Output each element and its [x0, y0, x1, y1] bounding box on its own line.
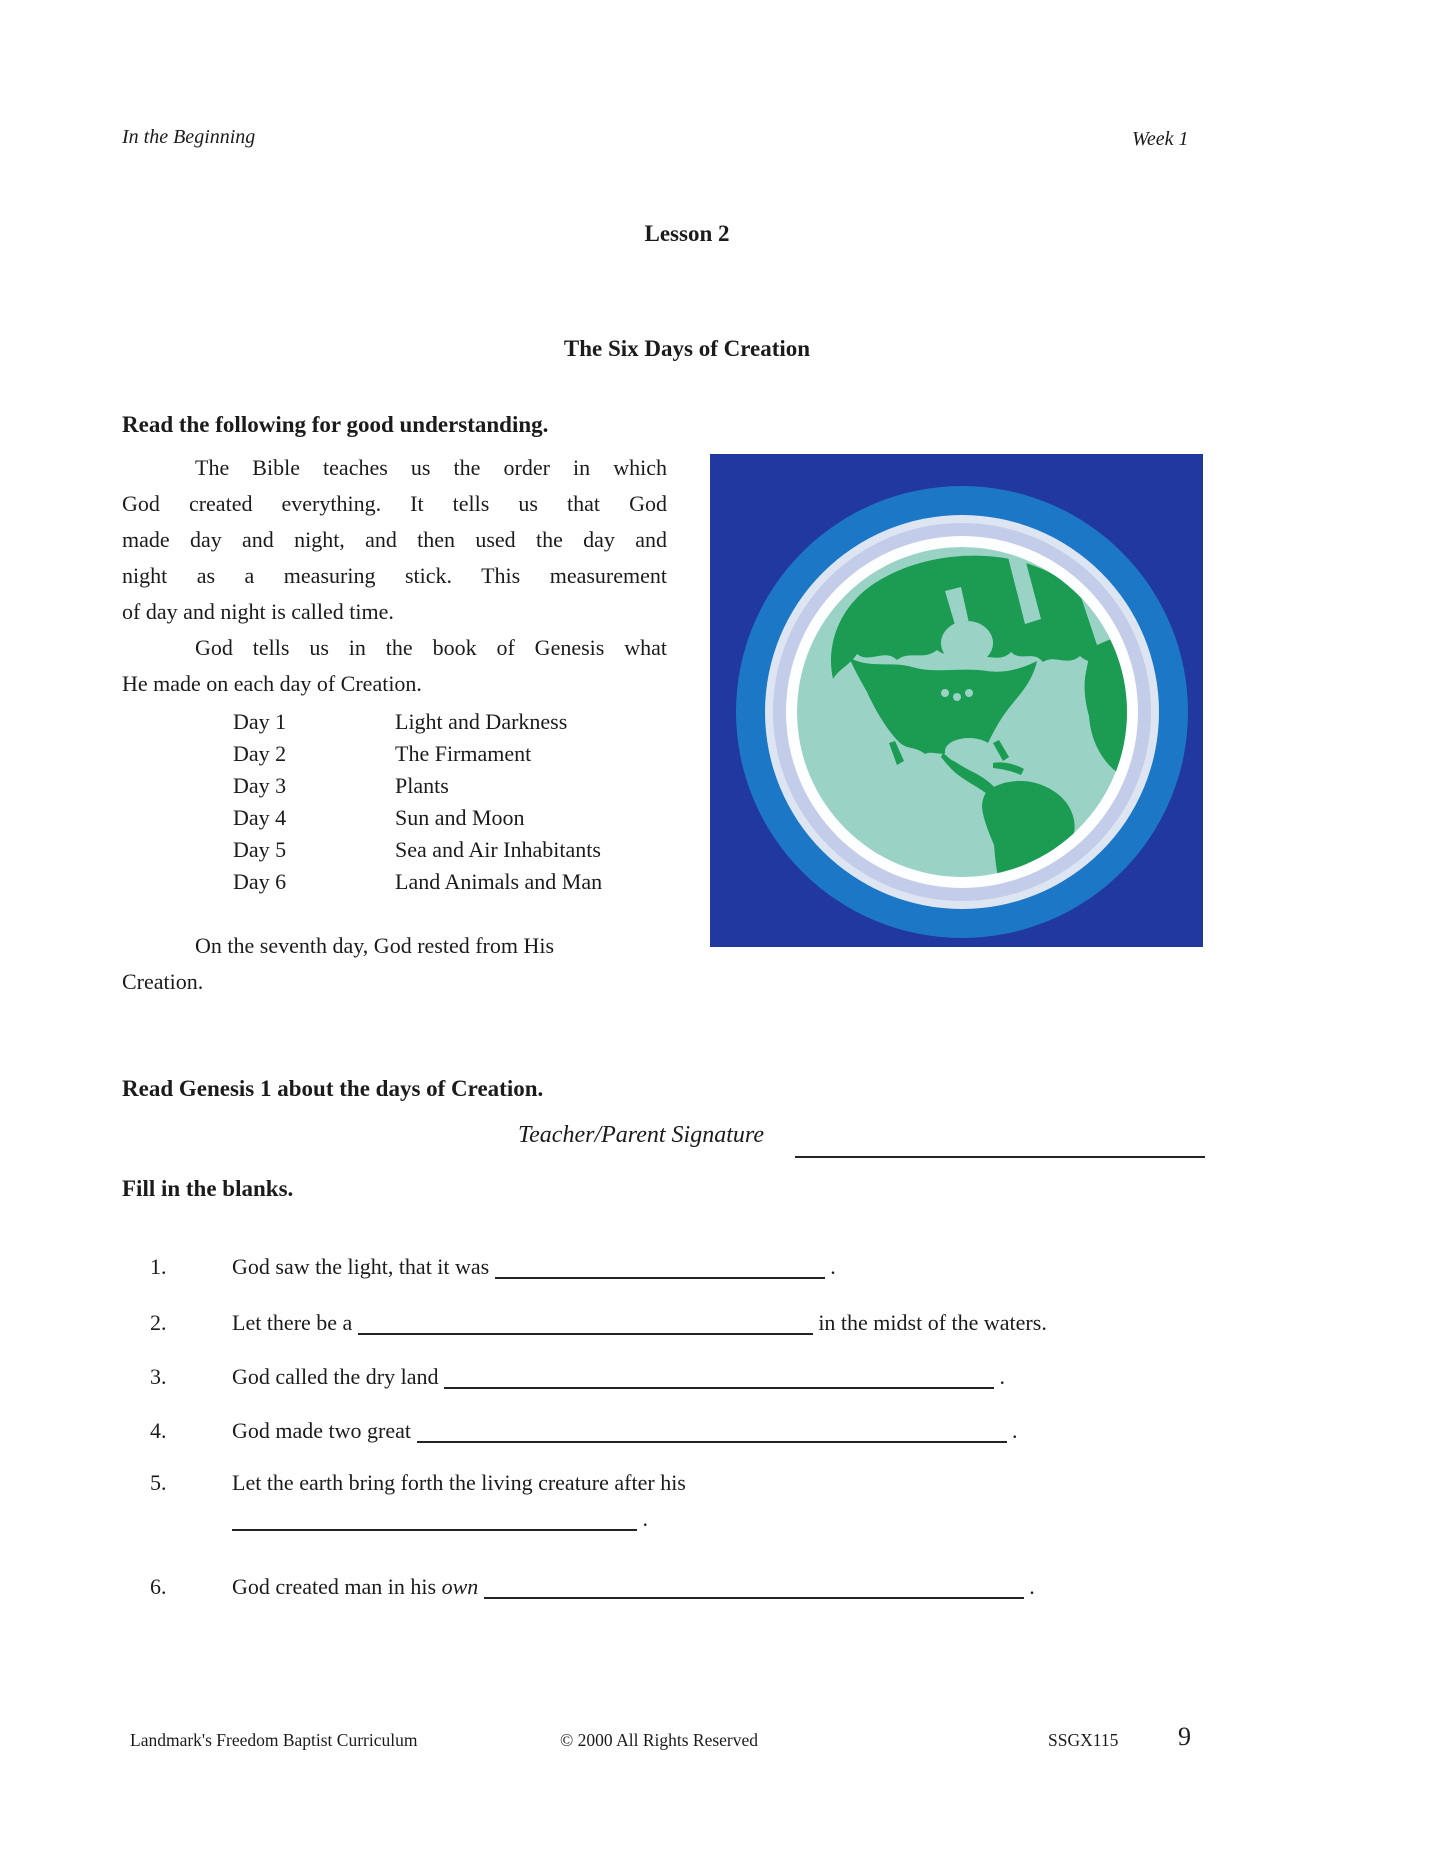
- item-text-after: .: [999, 1364, 1005, 1389]
- day-item: Light and Darkness: [395, 709, 568, 734]
- day-label: Day 5: [233, 837, 287, 862]
- item-number: 5.: [150, 1470, 167, 1495]
- signature-label: Teacher/Parent Signature: [518, 1122, 764, 1148]
- earth-figure: [710, 454, 1203, 947]
- answer-blank: [232, 1509, 637, 1531]
- lesson-title: Lesson 2: [644, 221, 730, 246]
- item-text: God saw the light, that it was: [232, 1254, 490, 1279]
- paragraph-line: God tells us in the book of Genesis what: [195, 635, 667, 660]
- paragraph-line: of day and night is called time.: [122, 599, 394, 624]
- day-item: Sun and Moon: [395, 805, 525, 830]
- fill-blank-item-6: [150, 1572, 1035, 1602]
- day-row: [233, 834, 602, 866]
- fill-blank-item-3: [150, 1362, 1005, 1392]
- item-number: 3.: [150, 1364, 167, 1389]
- item-text: God called the dry land: [232, 1364, 439, 1389]
- fill-blank-item-1: [150, 1252, 836, 1282]
- item-number: 2.: [150, 1310, 167, 1335]
- item-text-after: .: [830, 1254, 836, 1279]
- answer-blank: [358, 1313, 813, 1335]
- day-label: Day 2: [233, 741, 287, 766]
- day-item: The Firmament: [395, 741, 532, 766]
- reading-paragraphs: [122, 450, 667, 702]
- item-text-after: in the midst of the waters.: [818, 1310, 1047, 1335]
- worksheet-title: The Six Days of Creation: [563, 336, 811, 361]
- reading-section-heading: Read the following for good understanding.: [122, 412, 549, 437]
- fill-blank-item-2: [150, 1308, 1047, 1338]
- footer-code: SSGX115: [1048, 1730, 1119, 1750]
- paragraph-line: made day and night, and then used the day and: [122, 527, 667, 552]
- item-text-after: .: [642, 1506, 648, 1531]
- earth-globe-graphic: [710, 454, 1203, 947]
- paragraph-line: night as a measuring stick. This measurement: [122, 563, 667, 588]
- day-item: Sea and Air Inhabitants: [395, 837, 601, 862]
- day-item: Plants: [395, 773, 449, 798]
- answer-blank: [495, 1257, 825, 1279]
- day-row: [233, 802, 602, 834]
- fill-in-heading: Fill in the blanks.: [122, 1176, 294, 1201]
- item-text: Let the earth bring forth the living creature after his: [232, 1470, 686, 1495]
- genesis-section-heading: Read Genesis 1 about the days of Creation.: [122, 1076, 544, 1101]
- paragraph-line: The Bible teaches us the order in which: [195, 455, 667, 480]
- day-row: [233, 706, 602, 738]
- paragraph-line: On the seventh day, God rested from His: [195, 933, 555, 958]
- day-item: Land Animals and Man: [395, 869, 603, 894]
- paragraph-line: Creation.: [122, 969, 204, 994]
- day-label: Day 1: [233, 709, 287, 734]
- day-row: [233, 738, 602, 770]
- day-label: Day 4: [233, 805, 287, 830]
- signature-line: [795, 1126, 1205, 1158]
- item-text: God made two great: [232, 1418, 411, 1443]
- item-text-after: .: [1029, 1574, 1035, 1599]
- fill-blank-item-5-line: [232, 1504, 648, 1534]
- footer-copyright: © 2000 All Rights Reserved: [560, 1730, 759, 1750]
- seventh-day-paragraph: [122, 928, 667, 1000]
- footer-publisher: Landmark's Freedom Baptist Curriculum: [130, 1730, 418, 1750]
- item-text-after: .: [1012, 1418, 1018, 1443]
- answer-blank: [444, 1367, 994, 1389]
- day-row: [233, 770, 602, 802]
- header-week-label: Week 1: [1132, 128, 1189, 150]
- item-number: 4.: [150, 1418, 167, 1443]
- paragraph-line: God created everything. It tells us that God: [122, 491, 667, 516]
- header-book-title: In the Beginning: [122, 126, 256, 148]
- answer-blank: [417, 1421, 1007, 1443]
- fill-blank-item-5: [150, 1468, 686, 1498]
- page-number: 9: [1178, 1722, 1191, 1751]
- item-text: Let there be a: [232, 1310, 353, 1335]
- fill-blank-item-4: [150, 1416, 1018, 1446]
- day-row: [233, 866, 602, 898]
- item-number: 1.: [150, 1254, 167, 1279]
- day-label: Day 6: [233, 869, 287, 894]
- item-number: 6.: [150, 1574, 167, 1599]
- creation-days-list: [233, 706, 602, 898]
- item-text-italic: own: [441, 1574, 479, 1599]
- item-text: God created man in his: [232, 1574, 437, 1599]
- paragraph-line: He made on each day of Creation.: [122, 671, 422, 696]
- day-label: Day 3: [233, 773, 287, 798]
- answer-blank: [484, 1577, 1024, 1599]
